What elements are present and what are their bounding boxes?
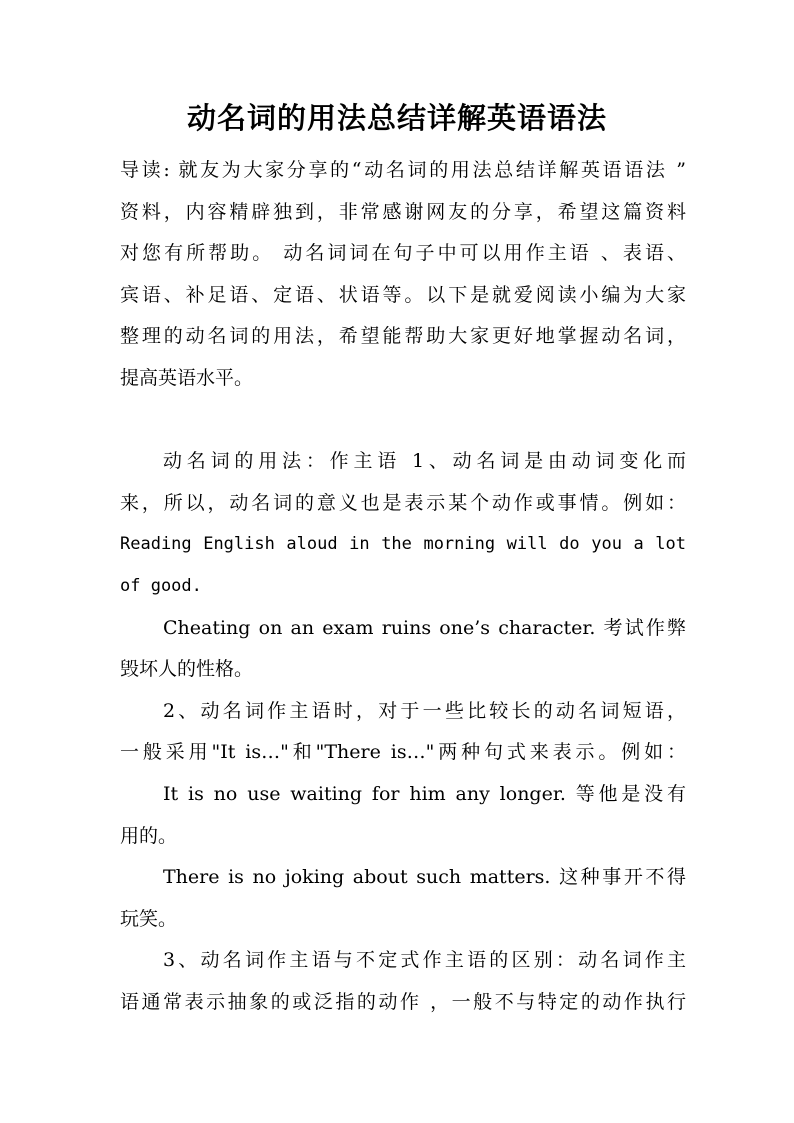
document-body <box>120 150 686 1023</box>
paragraph-line: 提高英语水平。 <box>120 366 254 389</box>
paragraph-line: 一般采用"It is…"和"There is…"两种句式来表示。例如： <box>120 741 686 764</box>
paragraph-line: 玩笑。 <box>120 907 178 930</box>
paragraph-line: 用的。 <box>120 824 178 847</box>
english-example-line: of good. <box>120 575 202 596</box>
english-example-line: Reading English aloud in the morning will do you a lot <box>120 534 686 555</box>
example-sentence-line: There is no joking about such matters. 这种事开不得 <box>163 866 686 889</box>
document-title: 动名词的用法总结详解英语语法 <box>186 101 607 135</box>
paragraph-line: 资料，内容精辟独到，非常感谢网友的分享，希望这篇资料 <box>120 200 686 223</box>
paragraph-spacer <box>120 400 686 442</box>
paragraph-line: 整理的动名词的用法，希望能帮助大家更好地掌握动名词， <box>120 325 686 348</box>
paragraph-line: 毁坏人的性格。 <box>120 658 254 681</box>
paragraph-line: 导读: 就友为大家分享的“动名词的用法总结详解英语语法 ” <box>120 159 686 181</box>
paragraph-line: 3、动名词作主语与不定式作主语的区别：动名词作主 <box>163 949 686 972</box>
example-sentence-line: It is no use waiting for him any longer. 等他是没有 <box>163 782 686 805</box>
paragraph-line: 语通常表示抽象的或泛指的动作 ，一般不与特定的动作执行 <box>120 990 686 1013</box>
paragraph-line: 动名词的用法：作主语 1、动名词是由动词变化而 <box>163 450 686 473</box>
paragraph-line: 2、动名词作主语时，对于一些比较长的动名词短语， <box>163 699 686 722</box>
paragraph-line: 宾语、补足语、定语、状语等。以下是就爱阅读小编为大家 <box>120 283 686 306</box>
paragraph-line: 对您有所帮助。 动名词词在句子中可以用作主语 、表语、 <box>120 242 686 265</box>
paragraph-line: 来，所以，动名词的意义也是表示某个动作或事情。例如： <box>120 491 686 514</box>
example-sentence-line: Cheating on an exam ruins one’s character. 考试作弊 <box>163 616 686 639</box>
